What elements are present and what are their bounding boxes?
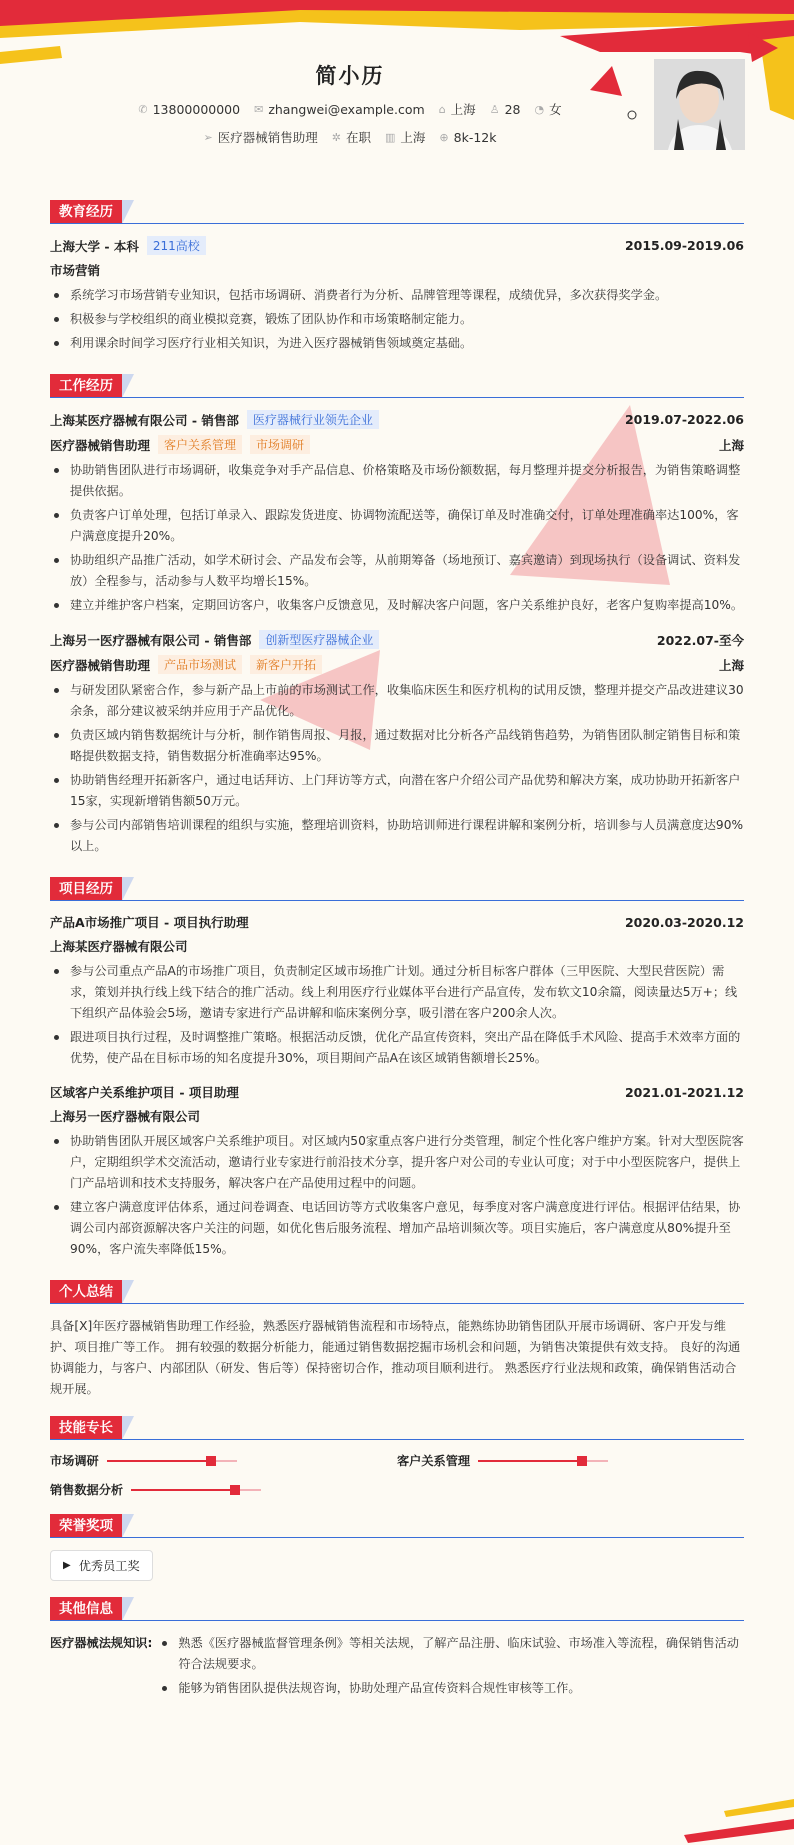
- skill-level-knob: [206, 1456, 216, 1466]
- phone-icon: ✆: [138, 102, 148, 116]
- skills-grid: [50, 1452, 744, 1498]
- job-role: 医疗器械销售助理: [50, 657, 151, 673]
- job-role: 医疗器械销售助理: [50, 437, 151, 453]
- project-name: 区域客户关系维护项目 - 项目助理: [50, 1085, 239, 1100]
- projects-section: [50, 877, 744, 1260]
- skill-level-bar: [107, 1460, 237, 1462]
- age-icon: ♙: [489, 102, 500, 116]
- resume-header: [0, 0, 794, 160]
- skill-tag: 产品市场测试: [158, 655, 242, 674]
- list-item: 与研发团队紧密合作，参与新产品上市前的市场测试工作，收集临床医生和医疗机构的试用反馈，整理并提交产品改进建议30余条，部分建议被采纳并应用于产品优化。: [50, 680, 744, 722]
- skill-tag: 市场调研: [250, 435, 310, 454]
- company-tag: 创新型医疗器械企业: [259, 630, 379, 649]
- job-intent-row: [0, 128, 700, 146]
- company-name: 上海某医疗器械有限公司 - 销售部: [50, 412, 239, 428]
- salary-icon: ⊕: [439, 130, 449, 144]
- school-name: 上海大学 - 本科: [50, 238, 139, 254]
- list-item: 建立并维护客户档案，定期回访客户，收集客户反馈意见，及时解决客户问题，客户关系维护良好，老客户复购率提高10%。: [50, 595, 744, 616]
- awards-section: [50, 1514, 744, 1581]
- info-text: 医疗器械销售助理: [217, 130, 318, 145]
- section-title: 荣誉奖项: [50, 1514, 122, 1538]
- company-tag: 医疗器械行业领先企业: [247, 410, 379, 429]
- skill-tag: 新客户开拓: [250, 655, 322, 674]
- date-range: 2022.07-至今: [656, 632, 744, 648]
- list-item: 协助销售团队开展区域客户关系维护项目。对区域内50家重点客户进行分类管理，制定个性化客户维护方案。针对大型医院客户，定期组织学术交流活动，邀请行业专家进行前沿技术分享，提升客户对公司的专业认可度；对于中小型医院客户，提供上门产品培训和技术支持服务，解决客户在产品使用过程中的问题。: [50, 1131, 744, 1194]
- info-item: [534, 100, 561, 118]
- school-tag: 211高校: [147, 236, 206, 255]
- project-entry-header: [50, 1083, 744, 1101]
- info-item: [439, 130, 496, 145]
- status-icon: ✲: [331, 130, 341, 144]
- gender-icon: ◔: [534, 102, 545, 116]
- date-range: 2015.09-2019.06: [624, 238, 744, 253]
- list-item: 参与公司重点产品A的市场推广项目，负责制定区域市场推广计划。通过分析目标客户群体（三甲医院、大型民营医院）需求，策划并执行线上线下结合的推广活动。线上利用医疗行业媒体平台进行产品宣传，发布软文10余篇，阅读量达5万+；线下组织产品体验会5场，邀请专家进行产品讲解和临床案例分享，吸引潜在客户200余人次。: [50, 961, 744, 1024]
- info-item: [439, 100, 476, 118]
- job-city: 上海: [718, 437, 744, 453]
- info-item: [204, 128, 318, 146]
- info-text: 在职: [345, 130, 371, 145]
- list-item: 负责客户订单处理，包括订单录入、跟踪发货进度、协调物流配送等，确保订单及时准确交付，订单处理准确率达100%，客户满意度提升20%。: [50, 505, 744, 547]
- education-entry-header: [50, 236, 744, 255]
- section-title: 教育经历: [50, 200, 122, 224]
- info-text: 上海: [450, 102, 476, 117]
- info-text: 13800000000: [152, 101, 241, 117]
- other-bullets: [158, 1633, 744, 1702]
- section-title: 工作经历: [50, 374, 122, 398]
- home-icon: ⌂: [438, 102, 446, 116]
- info-text: 28: [504, 101, 521, 117]
- section-title: 其他信息: [50, 1597, 122, 1621]
- building-icon: ▥: [384, 130, 396, 144]
- list-item: 系统学习市场营销专业知识，包括市场调研、消费者行为分析、品牌管理等课程，成绩优异，多次获得奖学金。: [50, 285, 744, 306]
- work-section: [50, 374, 744, 857]
- skill-level-fill: [131, 1489, 235, 1491]
- section-title: 技能专长: [50, 1416, 122, 1440]
- section-title: 项目经历: [50, 877, 122, 901]
- skill-level-knob: [577, 1456, 587, 1466]
- list-item: 利用课余时间学习医疗行业相关知识，为进入医疗器械销售领域奠定基础。: [50, 333, 744, 354]
- list-item: 跟进项目执行过程，及时调整推广策略。根据活动反馈，优化产品宣传资料，突出产品在降低手术风险、提高手术效率方面的优势，使产品在目标市场的知名度提升30%，项目期间产品A在该区域销售额增长25%。: [50, 1027, 744, 1069]
- skill-level-bar: [131, 1489, 261, 1491]
- list-item: 积极参与学校组织的商业模拟竞赛，锻炼了团队协作和市场策略制定能力。: [50, 309, 744, 330]
- list-item: 熟悉《医疗器械监督管理条例》等相关法规，了解产品注册、临床试验、市场准入等流程，确保销售活动符合法规要求。: [158, 1633, 744, 1675]
- list-item: 负责区域内销售数据统计与分析，制作销售周报、月报，通过数据对比分析各产品线销售趋势，为销售团队制定销售目标和策略提供数据支持，销售数据分析准确率达95%。: [50, 725, 744, 767]
- project-company: 上海某医疗器械有限公司: [50, 939, 188, 954]
- info-text: 8k-12k: [453, 129, 497, 145]
- info-item: [332, 128, 371, 146]
- list-item: 协助组织产品推广活动，如学术研讨会、产品发布会等，从前期筹备（场地预订、嘉宾邀请）到现场执行（设备调试、资料发放）全程参与，活动参与人数平均增长15%。: [50, 550, 744, 592]
- job-city: 上海: [718, 657, 744, 673]
- skill-level-fill: [107, 1460, 211, 1462]
- skill-item: [50, 1452, 397, 1469]
- info-item: [254, 102, 425, 117]
- info-text: 上海: [400, 130, 426, 145]
- work-bullets: [50, 680, 744, 857]
- work-entry-header: [50, 410, 744, 429]
- date-range: 2019.07-2022.06: [624, 412, 744, 427]
- skill-level-bar: [478, 1460, 608, 1462]
- send-icon: ➢: [203, 130, 213, 144]
- list-item: 参与公司内部销售培训课程的组织与实施，整理培训资料，协助培训师进行课程讲解和案例分析，培训参与人员满意度达90%以上。: [50, 815, 744, 857]
- skill-tag: 客户关系管理: [158, 435, 242, 454]
- skill-item: [397, 1452, 744, 1469]
- date-range: 2020.03-2020.12: [624, 914, 744, 930]
- info-item: [138, 102, 240, 117]
- play-icon: ▶: [63, 1560, 71, 1571]
- contact-row: [0, 100, 700, 118]
- project-company: 上海另一医疗器械有限公司: [50, 1109, 201, 1124]
- other-item: [50, 1633, 744, 1702]
- bottom-decoration: [674, 1785, 794, 1845]
- project-entry-header: [50, 913, 744, 931]
- info-text: zhangwei@example.com: [268, 101, 425, 117]
- list-item: 协助销售经理开拓新客户，通过电话拜访、上门拜访等方式，向潜在客户介绍公司产品优势和解决方案，成功协助开拓新客户15家，实现新增销售额50万元。: [50, 770, 744, 812]
- project-bullets: [50, 1131, 744, 1260]
- education-bullets: [50, 285, 744, 354]
- info-item: [490, 102, 521, 117]
- skill-item: [50, 1481, 397, 1498]
- list-item: 建立客户满意度评估体系，通过问卷调查、电话回访等方式收集客户意见，每季度对客户满意度进行评估。根据评估结果，协调公司内部资源解决客户关注的问题，如优化售后服务流程、增加产品培训频次等。项目实施后，客户满意度从80%提升至90%，客户流失率降低15%。: [50, 1197, 744, 1260]
- info-item: [385, 128, 425, 146]
- summary-text: 具备[X]年医疗器械销售助理工作经验，熟悉医疗器械销售流程和市场特点，能熟练协助销售团队开展市场调研、客户开发与维护、项目推广等工作。 拥有较强的数据分析能力，能通过销售数据挖掘市场机会和问题，为销售决策提供有效支持。 良好的沟通协调能力，与客户、内部团队（研发、售后等）保持密切合作，推动项目顺利进行。 熟悉医疗行业法规和政策，确保销售活动合规开展。: [50, 1319, 741, 1396]
- other-section: [50, 1597, 744, 1702]
- skill-level-fill: [478, 1460, 582, 1462]
- project-name: 产品A市场推广项目 - 项目执行助理: [50, 915, 249, 930]
- other-item-key: 医疗器械法规知识:: [50, 1636, 153, 1650]
- list-item: 协助销售团队进行市场调研，收集竞争对手产品信息、价格策略及市场份额数据，每月整理并提交分析报告，为销售策略调整提供依据。: [50, 460, 744, 502]
- list-item: 能够为销售团队提供法规咨询，协助处理产品宣传资料合规性审核等工作。: [158, 1678, 744, 1699]
- work-entry-header: [50, 630, 744, 649]
- date-range: 2021.01-2021.12: [624, 1084, 744, 1100]
- summary-section: [50, 1280, 744, 1400]
- work-bullets: [50, 460, 744, 616]
- section-title: 个人总结: [50, 1280, 122, 1304]
- project-bullets: [50, 961, 744, 1069]
- skill-name: 销售数据分析: [50, 1483, 124, 1497]
- info-text: 女: [549, 102, 562, 117]
- award-item: [50, 1550, 153, 1581]
- email-icon: ✉: [254, 102, 264, 116]
- education-section: [50, 200, 744, 354]
- major-name: 市场营销: [50, 263, 101, 278]
- skills-section: [50, 1416, 744, 1498]
- skill-name: 市场调研: [50, 1454, 99, 1468]
- company-name: 上海另一医疗器械有限公司 - 销售部: [50, 632, 252, 648]
- profile-photo: [654, 59, 745, 150]
- skill-name: 客户关系管理: [397, 1454, 471, 1468]
- skill-level-knob: [230, 1485, 240, 1495]
- resume-name: 简小历: [315, 64, 385, 88]
- award-name: 优秀员工奖: [78, 1559, 140, 1573]
